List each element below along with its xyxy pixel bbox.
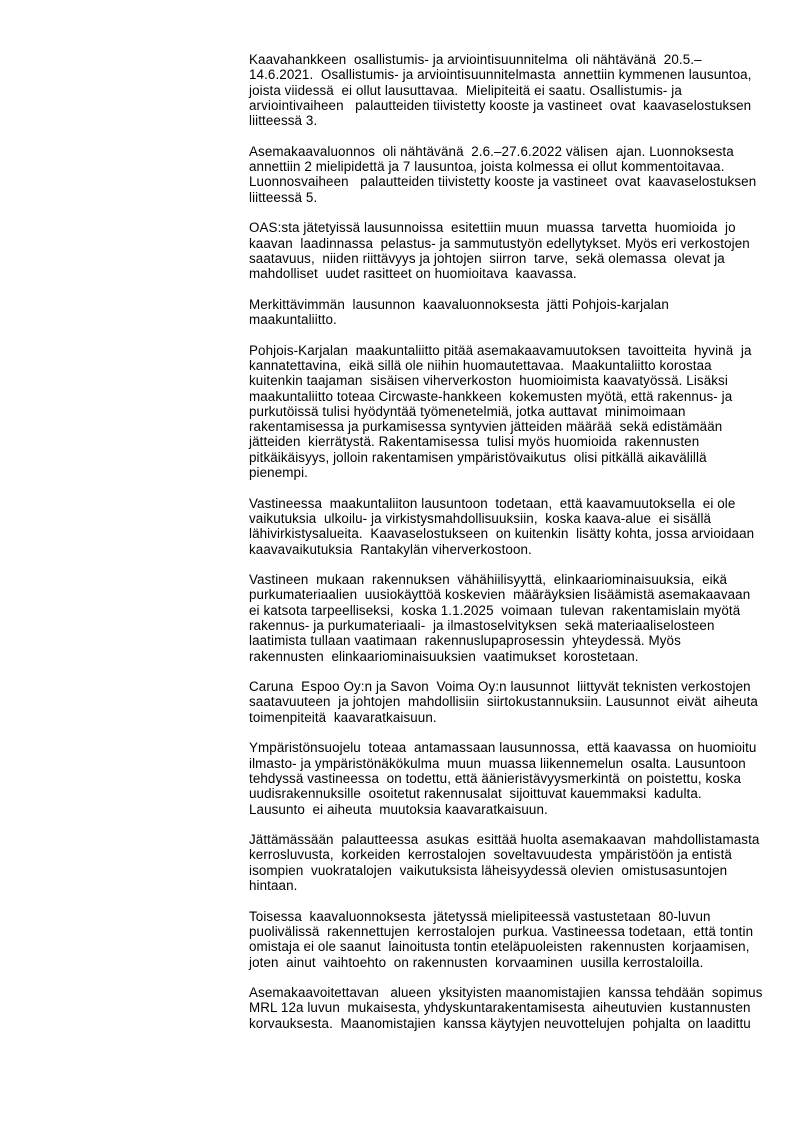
text-line: rakentamisessa ja purkamisessa syntyvien jätteiden määrää sekä edistämään <box>249 419 723 435</box>
paragraph-3 <box>249 220 769 281</box>
text-line: laatimista tullaan vaatimaan rakennuslupaprosessin yhteydessä. Myös <box>249 633 681 649</box>
text-line: korvauksesta. Maanomistajien kanssa käytyjen neuvottelujen pohjalta on laadittu <box>249 1015 751 1031</box>
text-line: Caruna Espoo Oy:n ja Savon Voima Oy:n lausunnot liittyvät teknisten verkostojen <box>249 679 751 695</box>
text-line: Asemakaavoitettavan alueen yksityisten maanomistajien kanssa tehdään sopimus <box>249 985 763 1001</box>
text-line: mahdolliset uudet rasitteet on huomioitava kaavassa. <box>249 266 577 282</box>
text-line: lähivirkistysalueita. Kaavaselostukseen on kuitenkin lisätty kohta, jossa arvioidaan <box>249 526 755 542</box>
text-line: vaikutuksia ulkoilu- ja virkistysmahdollisuuksiin, koska kaava-alue ei sisällä <box>249 510 712 526</box>
text-line: pitkäikäisyys, jolloin rakentamisen ympäristövaikutus olisi pitkällä aikavälillä <box>249 449 707 465</box>
text-line: liitteessä 5. <box>249 189 318 205</box>
text-line: ei katsota tarpeelliseksi, koska 1.1.2025 voimaan tulevan rakentamislain myötä <box>249 602 741 618</box>
text-line: maakuntaliitto toteaa Circwaste-hankkeen kokemusten myötä, että rakennus- ja <box>249 388 733 404</box>
text-line: purkumateriaalien uusiokäyttöä koskevien määräyksien lisäämistä asemakaavaan <box>249 587 751 603</box>
paragraph-8 <box>249 679 769 725</box>
text-line: Ympäristönsuojelu toteaa antamassaan lausunnossa, että kaavassa on huomioitu <box>249 740 757 756</box>
text-line: rakennus- ja purkumateriaali- ja ilmastoselvityksen sekä materiaaliselosteen <box>249 617 715 633</box>
text-line: joten ainut vaihtoehto on rakennusten korvaaminen uusilla kerrostaloilla. <box>249 954 704 970</box>
text-line: puolivälissä rakennettujen kerrostalojen purkua. Vastineessa todetaan, että tontin <box>249 923 754 939</box>
text-line: maakuntaliitto. <box>249 312 337 328</box>
text-line: Vastineessa maakuntaliiton lausuntoon todetaan, että kaavamuutoksella ei ole <box>249 495 736 511</box>
text-line: kannatettavina, eikä sillä ole niihin huomautettavaa. Maakuntaliitto korostaa <box>249 357 712 373</box>
text-line: 14.6.2021. Osallistumis- ja arviointisuunnitelmasta annettiin kymmenen lausuntoa, <box>249 67 752 83</box>
text-line: pienempi. <box>249 465 308 481</box>
text-line: kaavan laadinnassa pelastus- ja sammutustyön edellytykset. Myös eri verkostojen <box>249 235 750 251</box>
text-line: omistaja ei ole saanut lainoitusta tontin eteläpuoleisten rakennusten korjaamisen, <box>249 939 750 955</box>
text-line: ilmasto- ja ympäristönäkökulma muun muassa liikennemelun osalta. Lausuntoon <box>249 755 746 771</box>
text-line: Kaavahankkeen osallistumis- ja arviointisuunnitelma oli nähtävänä 20.5.– <box>249 52 702 67</box>
paragraph-4 <box>249 297 769 328</box>
text-line: saatavuuteen ja johtojen mahdollisiin siirtokustannuksiin. Lausunnot eivät aiheuta <box>249 694 758 710</box>
paragraph-2 <box>249 144 769 205</box>
text-line: arviointivaiheen palautteiden tiivistetty kooste ja vastineet ovat kaavaselostuksen <box>249 97 752 113</box>
text-line: isompien vuokratalojen vaikutuksista läheisyydessä olevien omistusasuntojen <box>249 862 728 878</box>
text-line: tehdyssä vastineessa on todettu, että äänieristävyysmerkintä on poistettu, koska <box>249 770 742 786</box>
text-line: Asemakaavaluonnos oli nähtävänä 2.6.–27.6.2022 välisen ajan. Luonnoksesta <box>249 143 734 159</box>
paragraph-6 <box>249 496 769 557</box>
text-line: jätteiden kierrätystä. Rakentamisessa tulisi myös huomioida rakennusten <box>249 434 700 450</box>
text-line: MRL 12a luvun mukaisesta, yhdyskuntarakentamisesta aiheutuvien kustannusten <box>249 1000 751 1016</box>
paragraph-12 <box>249 985 769 1031</box>
text-line: hintaan. <box>249 878 298 894</box>
paragraph-10 <box>249 832 769 893</box>
document-text <box>249 52 769 1046</box>
text-line: toimenpiteitä kaavaratkaisuun. <box>249 709 437 725</box>
paragraph-11 <box>249 909 769 970</box>
text-line: OAS:sta jätetyissä lausunnoissa esitettiin muun muassa tarvetta huomioida jo <box>249 220 736 236</box>
paragraph-7 <box>249 572 769 664</box>
paragraph-9 <box>249 740 769 816</box>
text-line: purkutöissä tulisi hyödyntää työmenetelmiä, jotka auttavat minimoimaan <box>249 403 686 419</box>
text-line: Jättämässään palautteessa asukas esittää huolta asemakaavan mahdollistamasta <box>249 832 760 848</box>
text-line: Luonnosvaiheen palautteiden tiivistetty kooste ja vastineet ovat kaavaselostuksen <box>249 174 757 190</box>
text-line: Pohjois-Karjalan maakuntaliitto pitää asemakaavamuutoksen tavoitteita hyvinä ja <box>249 342 752 358</box>
text-line: joista viidessä ei ollut lausuttavaa. Mielipiteitä ei saatu. Osallistumis- ja <box>249 82 682 98</box>
text-line: annettiin 2 mielipidettä ja 7 lausuntoa, joista kolmessa ei ollut kommentoitavaa. <box>249 159 725 175</box>
text-line: Merkittävimmän lausunnon kaavaluonnoksesta jätti Pohjois-karjalan <box>249 296 669 312</box>
paragraph-1 <box>249 52 769 128</box>
text-line: Toisessa kaavaluonnoksesta jätetyssä mielipiteessä vastustetaan 80-luvun <box>249 908 711 924</box>
text-line: kuitenkin taajaman sisäisen viherverkoston huomioimista kaavatyössä. Lisäksi <box>249 373 728 389</box>
text-line: liitteessä 3. <box>249 113 318 129</box>
text-line: Lausunto ei aiheuta muutoksia kaavaratkaisuun. <box>249 801 548 817</box>
text-line: rakennusten elinkaariominaisuuksien vaatimukset korostetaan. <box>249 648 639 664</box>
text-line: Vastineen mukaan rakennuksen vähähiilisyyttä, elinkaariominaisuuksia, eikä <box>249 572 728 588</box>
text-line: saatavuus, niiden riittävyys ja johtojen siirron tarve, sekä olemassa olevat ja <box>249 250 725 266</box>
paragraph-5 <box>249 343 769 481</box>
text-line: kerrosluvusta, korkeiden kerrostalojen soveltavuudesta ympäristöön ja entistä <box>249 847 732 863</box>
text-line: uudisrakennuksille osoitetut rakennusalat sijoittuvat kauemmaksi kadulta. <box>249 786 702 802</box>
text-line: kaavavaikutuksia Rantakylän viherverkostoon. <box>249 541 532 557</box>
